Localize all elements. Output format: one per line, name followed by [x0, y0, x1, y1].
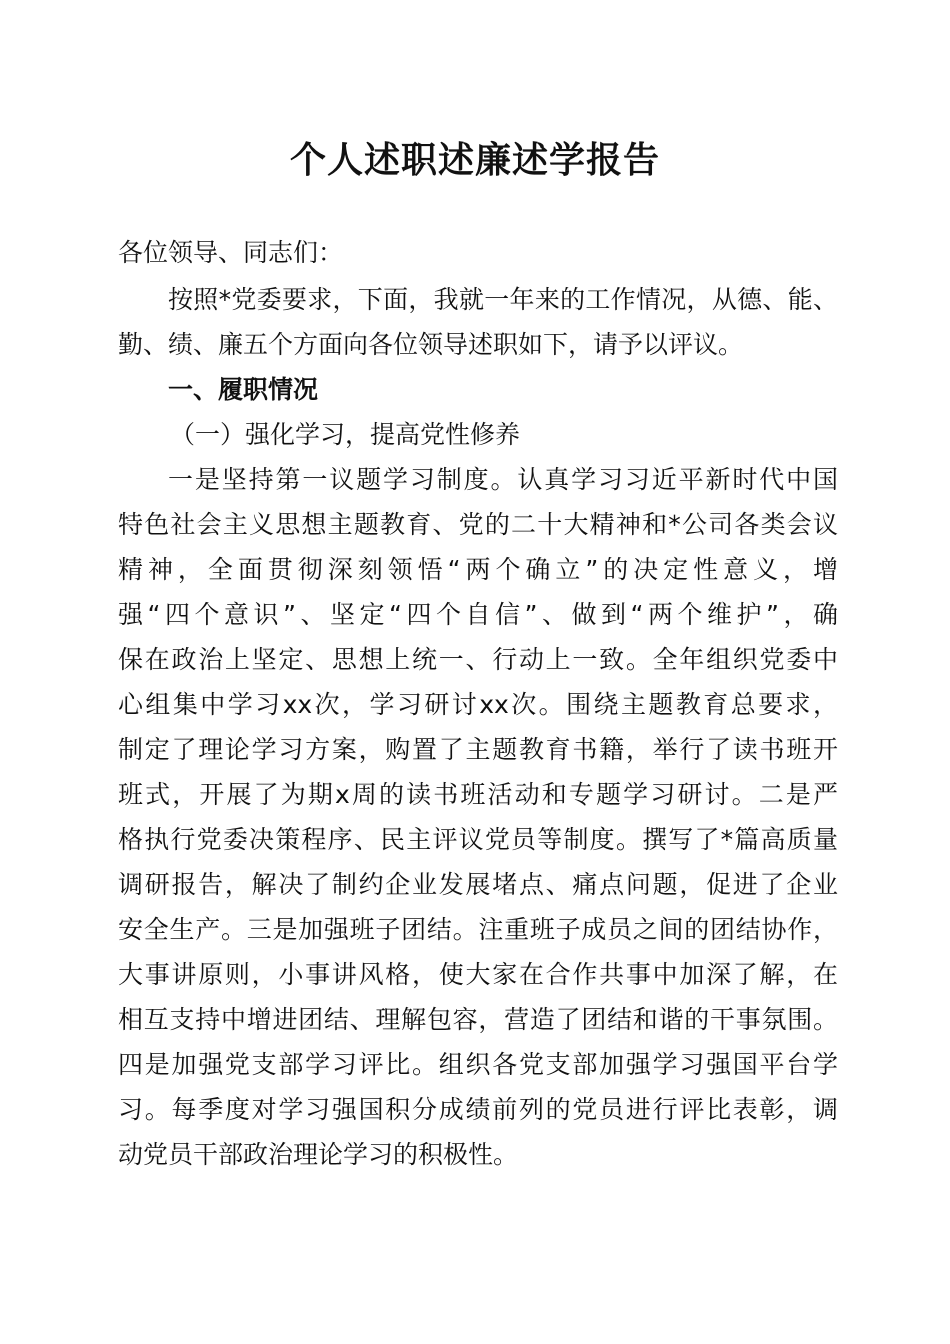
- body-line: 保在政治上坚定、思想上统一、行动上一致。全年组织党委中: [118, 645, 838, 674]
- section-heading: 一、履职情况: [168, 375, 319, 404]
- body-line: 习。每季度对学习强国积分成绩前列的党员进行评比表彰，调: [118, 1095, 838, 1124]
- body-line: 一是坚持第一议题学习制度。认真学习习近平新时代中国: [168, 465, 838, 494]
- salutation: 各位领导、同志们：: [118, 238, 344, 267]
- document-title: 个人述职述廉述学报告: [289, 139, 660, 181]
- intro-line: 勤、绩、廉五个方面向各位领导述职如下，请予以评议。: [118, 330, 744, 359]
- body-line: 调研报告，解决了制约企业发展堵点、痛点问题，促进了企业: [118, 870, 838, 899]
- body-line: 安全生产。三是加强班子团结。注重班子成员之间的团结协作，: [118, 915, 838, 944]
- body-line: 格执行党委决策程序、民主评议党员等制度。撰写了*篇高质量: [118, 825, 838, 854]
- intro-line: 按照*党委要求，下面，我就一年来的工作情况，从德、能、: [168, 285, 838, 314]
- body-line: 心组集中学习xx次，学习研讨xx次。围绕主题教育总要求，: [118, 690, 838, 719]
- body-line: 大事讲原则，小事讲风格，使大家在合作共事中加深了解，在: [118, 960, 838, 989]
- body-line: 精神，全面贯彻深刻领悟“两个确立”的决定性意义，增: [118, 555, 838, 584]
- body-line: 相互支持中增进团结、理解包容，营造了团结和谐的干事氛围。: [118, 1005, 838, 1034]
- body-line: 四是加强党支部学习评比。组织各党支部加强学习强国平台学: [118, 1050, 838, 1079]
- body-line: 强“四个意识”、坚定“四个自信”、做到“两个维护”，确: [118, 600, 838, 629]
- body-line: 制定了理论学习方案，购置了主题教育书籍，举行了读书班开: [118, 735, 838, 764]
- body-line: 班式，开展了为期x周的读书班活动和专题学习研讨。二是严: [118, 780, 838, 809]
- subsection-heading: （一）强化学习，提高党性修养: [170, 420, 521, 449]
- body-line: 特色社会主义思想主题教育、党的二十大精神和*公司各类会议: [118, 510, 838, 539]
- body-line: 动党员干部政治理论学习的积极性。: [118, 1140, 519, 1169]
